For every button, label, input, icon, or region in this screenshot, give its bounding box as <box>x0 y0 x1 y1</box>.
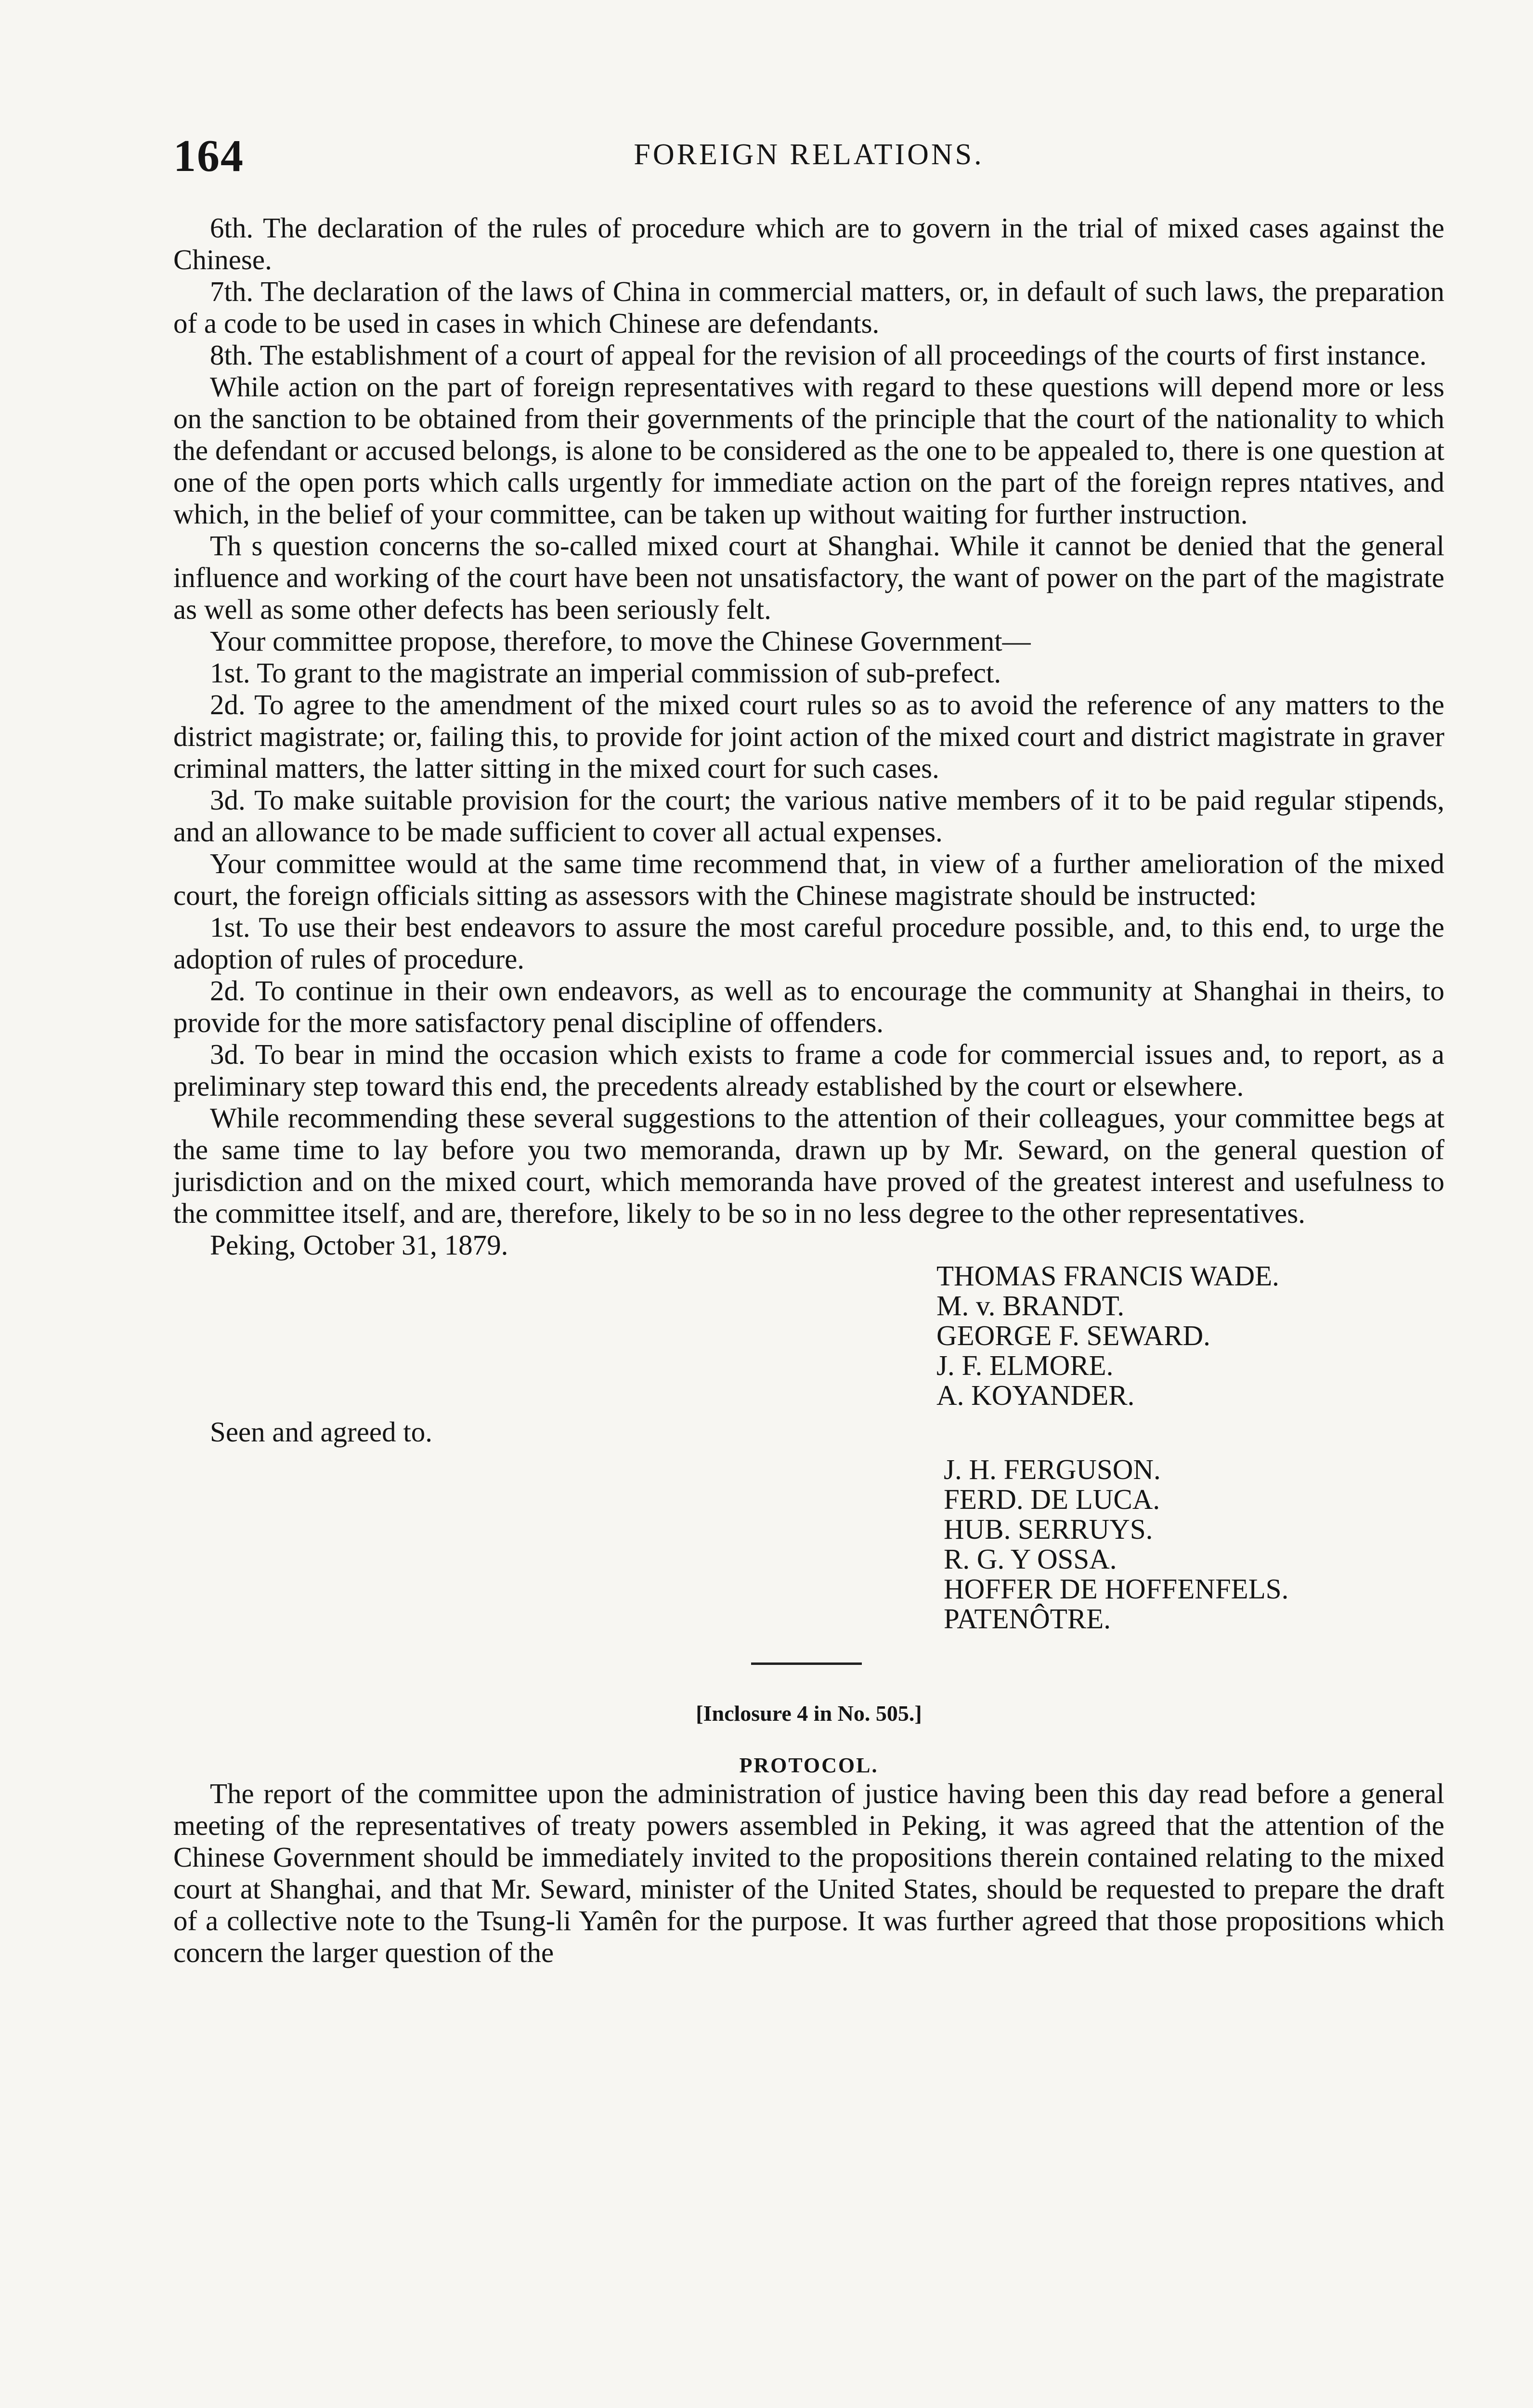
signatory: PATENÔTRE. <box>944 1603 1111 1635</box>
paragraph: 8th. The establishment of a court of appeal for the revision of all proceedings of the courts of first instance. <box>210 339 1427 371</box>
protocol-paragraph: The report of the committee upon the administration of justice having been this day read before a general meeting of the representatives of treaty powers assembled in Peking, it was agreed that the attention of the Chinese Government should be immediately invited to the propositions therein contained relating to the mixed court at Shanghai, and that Mr. Seward, minister of the United States, should be requested to prepare the draft of a collective note to the Tsung-li Yamên for the purpose. It was further agreed that those propositions which concern the larger question of the <box>173 1778 1444 1968</box>
body-text <box>173 212 1444 1968</box>
signatory: GEORGE F. SEWARD. <box>936 1320 1210 1351</box>
paragraph: Your committee propose, therefore, to move the Chinese Government— <box>210 625 1031 657</box>
dateline: Peking, October 31, 1879. <box>210 1229 508 1261</box>
paragraph: While recommending these several suggestions to the attention of their colleagues, your committee begs at the same time to lay before you two memoranda, drawn up by Mr. Seward, on the general question of jurisdiction and on the mixed court, which memoranda have proved of the greatest interest and usefulness to the committee itself, and are, therefore, likely to be so in no less degree to the other representatives. <box>173 1102 1444 1229</box>
signatory: THOMAS FRANCIS WADE. <box>936 1260 1279 1292</box>
paragraph: 3d. To bear in mind the occasion which exists to frame a code for commercial issues and, to report, as a preliminary step toward this end, the precedents already established by the court or elsewhere. <box>173 1038 1444 1102</box>
signatory-list <box>936 1261 1444 1410</box>
running-head: FOREIGN RELATIONS. <box>634 138 984 171</box>
agreeing-signatory-list <box>944 1454 1444 1634</box>
page-header <box>173 130 1444 183</box>
paragraph: 1st. To grant to the magistrate an imperial commission of sub-prefect. <box>210 657 1001 689</box>
paragraph: 2d. To agree to the amendment of the mixed court rules so as to avoid the reference of any matters to the district magistrate; or, failing this, to provide for joint action of the mixed court and district magistrate in graver criminal matters, the latter sitting in the mixed court for such cases. <box>173 689 1444 784</box>
signatory: J. H. FERGUSON. <box>944 1453 1161 1485</box>
signatory: FERD. DE LUCA. <box>944 1483 1160 1515</box>
signatory: A. KOYANDER. <box>936 1379 1135 1411</box>
paragraph: 7th. The declaration of the laws of China in commercial matters, or, in default of such laws, the preparation of a code to be used in cases in which Chinese are defendants. <box>173 275 1444 339</box>
paragraph: 3d. To make suitable provision for the court; the various native members of it to be paid regular stipends, and an allowance to be made sufficient to cover all actual expenses. <box>173 784 1444 848</box>
paragraph: Your committee would at the same time recommend that, in view of a further amelioration of the mixed court, the foreign officials sitting as assessors with the Chinese magistrate should be instructed: <box>173 848 1444 911</box>
signatory: HOFFER DE HOFFENFELS. <box>944 1573 1289 1605</box>
paragraph: 1st. To use their best endeavors to assure the most careful procedure possible, and, to this end, to urge the adoption of rules of procedure. <box>173 911 1444 975</box>
seen-and-agreed-line: Seen and agreed to. <box>210 1416 432 1448</box>
paragraph: 2d. To continue in their own endeavors, as well as to encourage the community at Shanghai in theirs, to provide for the more satisfactory penal discipline of offenders. <box>173 975 1444 1038</box>
paragraph: 6th. The declaration of the rules of procedure which are to govern in the trial of mixed cases against the Chinese. <box>173 212 1444 275</box>
protocol-heading: PROTOCOL. <box>739 1754 879 1777</box>
inclosure-label: [Inclosure 4 in No. 505.] <box>696 1701 922 1726</box>
signatory: J. F. ELMORE. <box>936 1349 1114 1381</box>
section-divider <box>751 1662 862 1665</box>
signatory: HUB. SERRUYS. <box>944 1513 1153 1545</box>
paragraph: While action on the part of foreign representatives with regard to these questions will depend more or less on the sanction to be obtained from their governments of the principle that the court of the nationality to which the defendant or accused belongs, is alone to be considered as the one to be appealed to, there is one question at one of the open ports which calls urgently for immediate action on the part of the foreign repres ntatives, and which, in the belief of your committee, can be taken up without waiting for further instruction. <box>173 371 1444 530</box>
paragraph: Th s question concerns the so-called mixed court at Shanghai. While it cannot be denied that the general influence and working of the court have been not unsatisfactory, the want of power on the part of the magistrate as well as some other defects has been seriously felt. <box>173 530 1444 625</box>
signatory: R. G. Y OSSA. <box>944 1543 1117 1575</box>
page-number: 164 <box>173 131 244 181</box>
signatory: M. v. BRANDT. <box>936 1290 1125 1322</box>
